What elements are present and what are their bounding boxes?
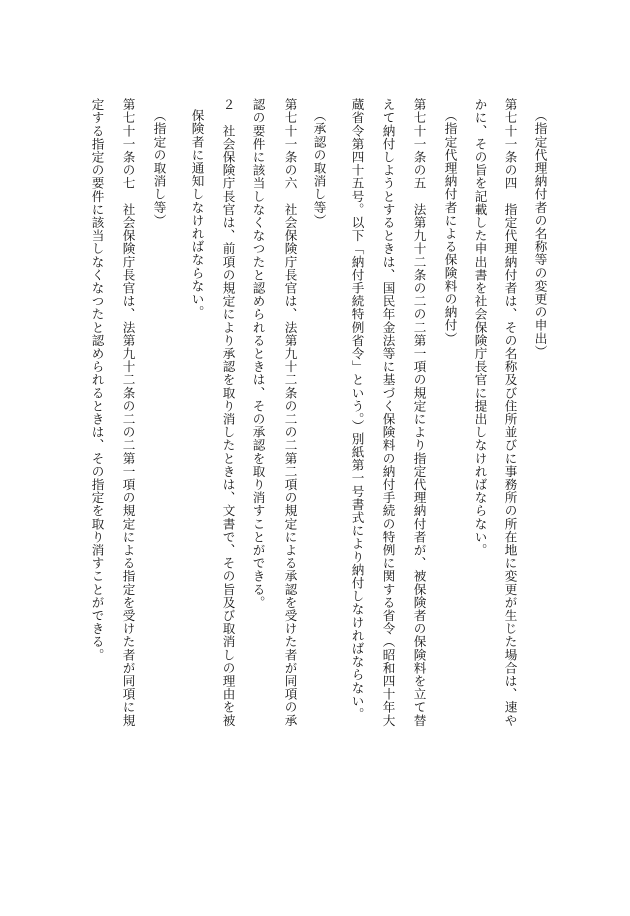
- article-71-7-line-2: 定する指定の要件に該当しなくなつたと認められるときは、その指定を取り消すことができる。: [89, 98, 105, 662]
- article-71-5-line-2: えて納付しようとするときは、国民年金法等に基づく保険料の納付手続の特例に関する省令（昭和四十年大: [380, 98, 396, 727]
- heading-payment-by-agent: （指定代理納付者による保険料の納付）: [442, 109, 458, 345]
- article-71-4-line-2: かに、その旨を記載した申出書を社会保険庁長官に提出しなければならない。: [472, 98, 488, 557]
- heading-approval-cancel: （承認の取消し等）: [311, 109, 327, 227]
- article-71-6-line-2: 認の要件に該当しなくなつたと認められるときは、その承認を取り消すことができる。: [250, 98, 266, 609]
- article-71-7-line-1: 第七十一条の七 社会保険庁長官は、法第九十二条の二の二第一項の規定による指定を受けた者が同項に規: [120, 98, 136, 727]
- article-71-4-line-1: 第七十一条の四 指定代理納付者は、その名称及び住所並びに事務所の所在地に変更が生じた場合は、速や: [502, 98, 518, 727]
- article-71-5-line-3: 蔵省令第四十五号。以下「納付手続特例省令」という。）別紙第一号書式により納付しなければならない。: [349, 98, 365, 721]
- heading-designation-cancel: （指定の取消し等）: [151, 109, 167, 227]
- article-71-5-line-1: 第七十一条の五 法第九十二条の二の二第一項の規定により指定代理納付者が、被保険者の保険料を立て替: [411, 98, 427, 727]
- article-71-6-para-2-line-2: 保険者に通知しなければならない。: [189, 109, 205, 319]
- heading-name-change: （指定代理納付者の名称等の変更の申出）: [532, 109, 548, 358]
- article-71-6-line-1: 第七十一条の六 社会保険庁長官は、法第九十二条の二の二第二項の規定による承認を受けた者が同項の承: [282, 98, 298, 727]
- article-71-6-para-2-line-1: ２ 社会保険庁長官は、前項の規定により承認を取り消したときは、文書で、その旨及び取消しの理由を被: [220, 98, 236, 727]
